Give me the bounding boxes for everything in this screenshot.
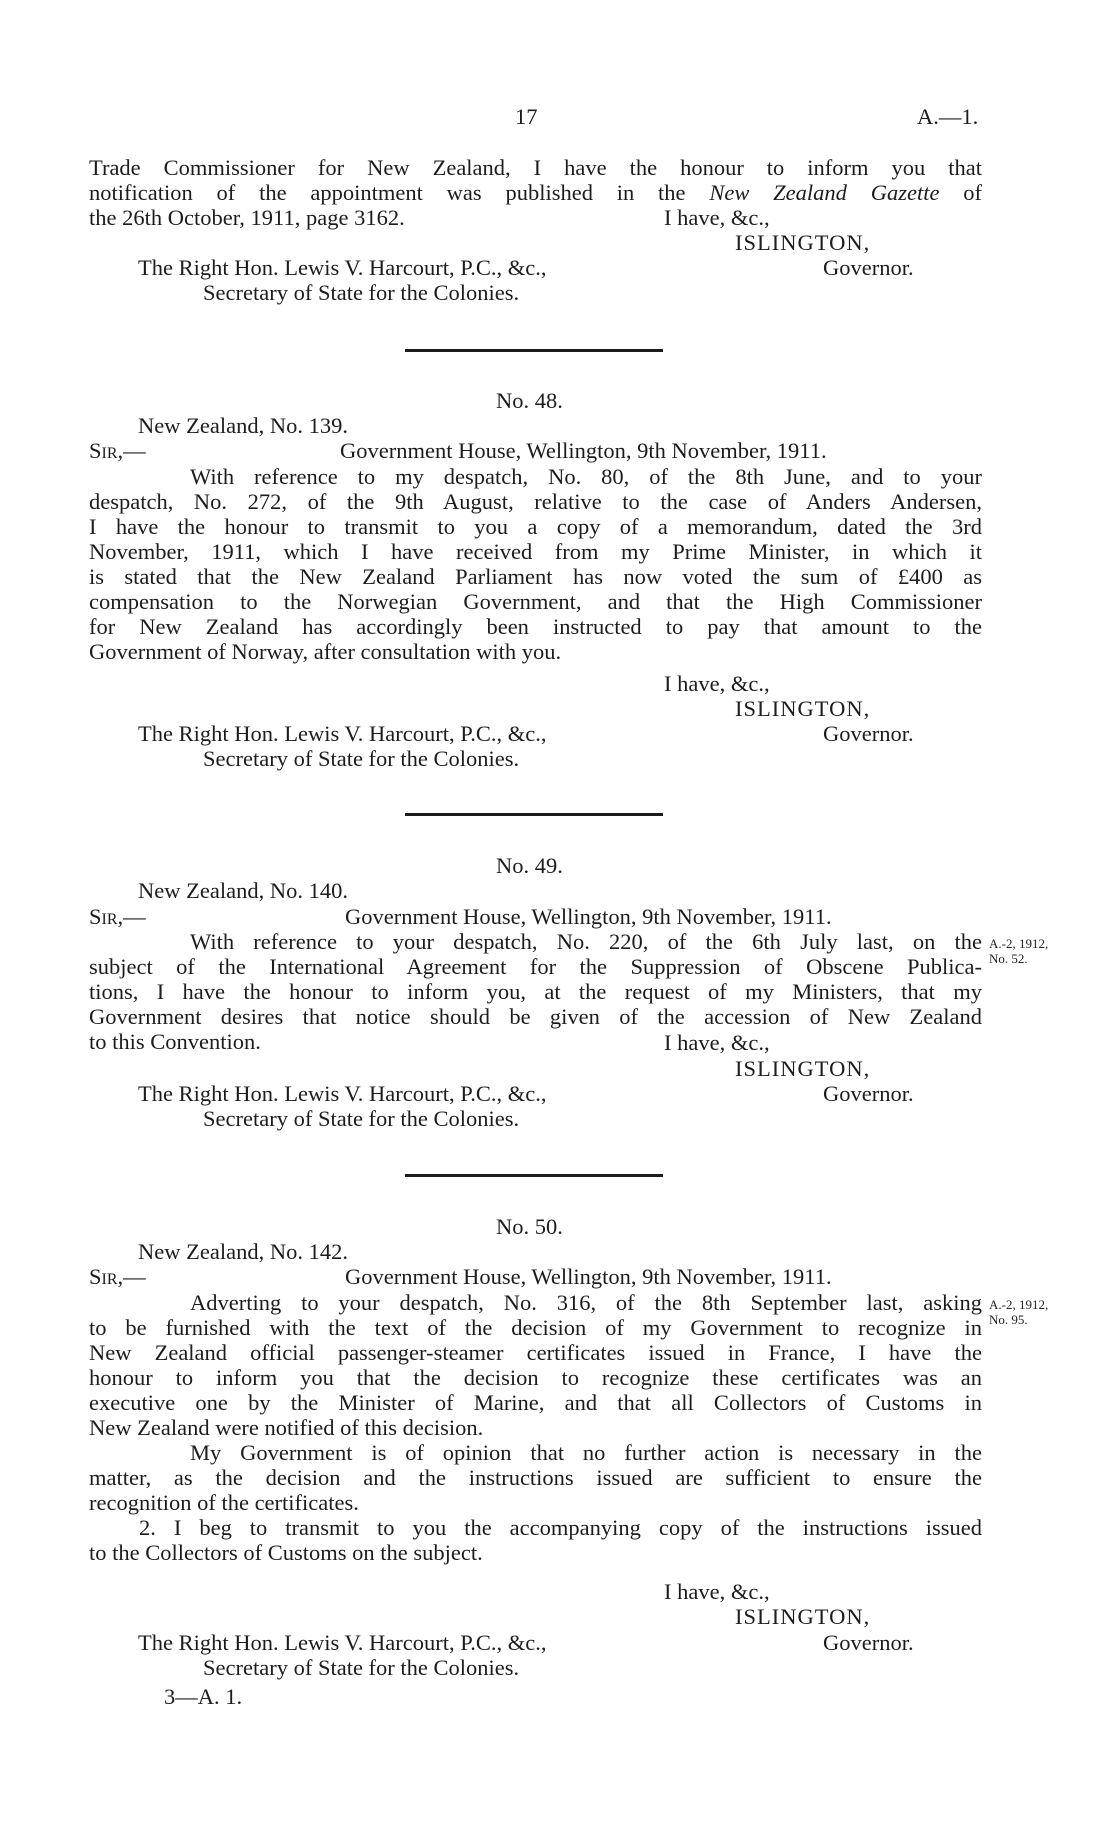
governor-title: Governor. xyxy=(823,1630,914,1655)
closing: I have, &c., xyxy=(664,205,770,230)
paragraph-line: to the Collectors of Customs on the subject. xyxy=(89,1540,483,1565)
letter-number: No. 49. xyxy=(496,853,563,878)
letter-reference: New Zealand, No. 142. xyxy=(138,1239,348,1264)
closing: I have, &c., xyxy=(664,1579,770,1604)
page-number: 17 xyxy=(515,104,538,129)
addressee: The Right Hon. Lewis V. Harcourt, P.C., &c., xyxy=(138,1630,547,1655)
letter-reference: New Zealand, No. 139. xyxy=(138,413,348,438)
paragraph-line: to be furnished with the text of the decision of my Government to recognize in xyxy=(89,1315,982,1340)
section-divider xyxy=(405,349,663,352)
letter-body xyxy=(89,929,982,1054)
paragraph-line: to this Convention. xyxy=(89,1029,261,1054)
signature: ISLINGTON, xyxy=(735,230,871,255)
paragraph-line: subject of the International Agreement for the Suppression of Obscene Publica- xyxy=(89,954,982,979)
paragraph-line: November, 1911, which I have received from my Prime Minister, in which it xyxy=(89,539,982,564)
paragraph-line: New Zealand official passenger-steamer certificates issued in France, I have the xyxy=(89,1340,982,1365)
section-divider xyxy=(405,1174,663,1177)
addressee: The Right Hon. Lewis V. Harcourt, P.C., &c., xyxy=(138,1081,547,1106)
place-date: Government House, Wellington, 9th November, 1911. xyxy=(345,904,832,929)
paragraph-line: Government desires that notice should be given of the accession of New Zealand xyxy=(89,1004,982,1029)
place-date: Government House, Wellington, 9th November, 1911. xyxy=(345,1264,832,1289)
governor-title: Governor. xyxy=(823,255,914,280)
letter-number: No. 50. xyxy=(496,1214,563,1239)
paragraph-line: for New Zealand has accordingly been instructed to pay that amount to the xyxy=(89,614,982,639)
addressee-role: Secretary of State for the Colonies. xyxy=(203,1655,520,1680)
continuation-paragraph xyxy=(89,155,982,230)
addressee-role: Secretary of State for the Colonies. xyxy=(203,746,520,771)
letter-reference: New Zealand, No. 140. xyxy=(138,878,348,903)
paragraph-line: Government of Norway, after consultation with you. xyxy=(89,639,562,664)
paragraph-line: tions, I have the honour to inform you, at the request of my Ministers, that my xyxy=(89,979,982,1004)
governor-title: Governor. xyxy=(823,721,914,746)
addressee-role: Secretary of State for the Colonies. xyxy=(203,1106,520,1131)
section-divider xyxy=(405,813,663,816)
margin-note xyxy=(989,1297,1048,1327)
paragraph-line: With reference to your despatch, No. 220, of the 6th July last, on the xyxy=(190,929,982,954)
place-date: Government House, Wellington, 9th November, 1911. xyxy=(340,438,827,463)
paragraph-line: despatch, No. 272, of the 9th August, relative to the case of Anders Andersen, xyxy=(89,489,982,514)
gazette-title: New Zealand Gazette xyxy=(709,180,940,205)
letter-number: No. 48. xyxy=(496,388,563,413)
margin-note-line: No. 52. xyxy=(989,951,1028,966)
paragraph-line: Adverting to your despatch, No. 316, of the 8th September last, asking xyxy=(190,1290,982,1315)
paragraph-line: I have the honour to transmit to you a copy of a memorandum, dated the 3rd xyxy=(89,514,982,539)
salutation: Sir,— xyxy=(89,438,146,463)
closing: I have, &c., xyxy=(664,1030,770,1055)
margin-note-line: No. 95. xyxy=(989,1312,1028,1327)
addressee: The Right Hon. Lewis V. Harcourt, P.C., &c., xyxy=(138,721,547,746)
letter-body xyxy=(89,1290,982,1565)
paragraph-line: My Government is of opinion that no further action is necessary in the xyxy=(190,1440,982,1465)
salutation: Sir,— xyxy=(89,904,146,929)
signature: ISLINGTON, xyxy=(735,1604,871,1629)
addressee-role: Secretary of State for the Colonies. xyxy=(203,280,520,305)
paragraph-line: notification of the appointment was published in the New Zealand Gazette of xyxy=(89,180,983,205)
margin-note-line: A.-2, 1912, xyxy=(989,1297,1049,1312)
signature-mark: 3—A. 1. xyxy=(164,1684,243,1709)
paragraph-line: is stated that the New Zealand Parliament has now voted the sum of £400 as xyxy=(89,564,982,589)
paragraph-line: Trade Commissioner for New Zealand, I have the honour to inform you that xyxy=(89,155,982,180)
margin-note-line: A.-2, 1912, xyxy=(989,936,1049,951)
signature: ISLINGTON, xyxy=(735,696,871,721)
margin-note xyxy=(989,936,1048,966)
paragraph-line: New Zealand were notified of this decision. xyxy=(89,1415,484,1440)
paragraph-line: compensation to the Norwegian Government, and that the High Commissioner xyxy=(89,589,982,614)
signature: ISLINGTON, xyxy=(735,1056,871,1081)
closing: I have, &c., xyxy=(664,671,770,696)
addressee: The Right Hon. Lewis V. Harcourt, P.C., &c., xyxy=(138,255,547,280)
paragraph-line: matter, as the decision and the instructions issued are sufficient to ensure the xyxy=(89,1465,982,1490)
paragraph-line: executive one by the Minister of Marine, and that all Collectors of Customs in xyxy=(89,1390,982,1415)
governor-title: Governor. xyxy=(823,1081,914,1106)
letter-body xyxy=(89,464,982,664)
paragraph-line: With reference to my despatch, No. 80, of the 8th June, and to your xyxy=(190,464,982,489)
paragraph-line: the 26th October, 1911, page 3162. xyxy=(89,205,405,230)
document-reference: A.—1. xyxy=(917,104,979,129)
salutation: Sir,— xyxy=(89,1264,146,1289)
paragraph-line: 2. I beg to transmit to you the accompanying copy of the instructions issued xyxy=(139,1515,982,1540)
paragraph-line: honour to inform you that the decision to recognize these certificates was an xyxy=(89,1365,982,1390)
paragraph-line: recognition of the certificates. xyxy=(89,1490,359,1515)
